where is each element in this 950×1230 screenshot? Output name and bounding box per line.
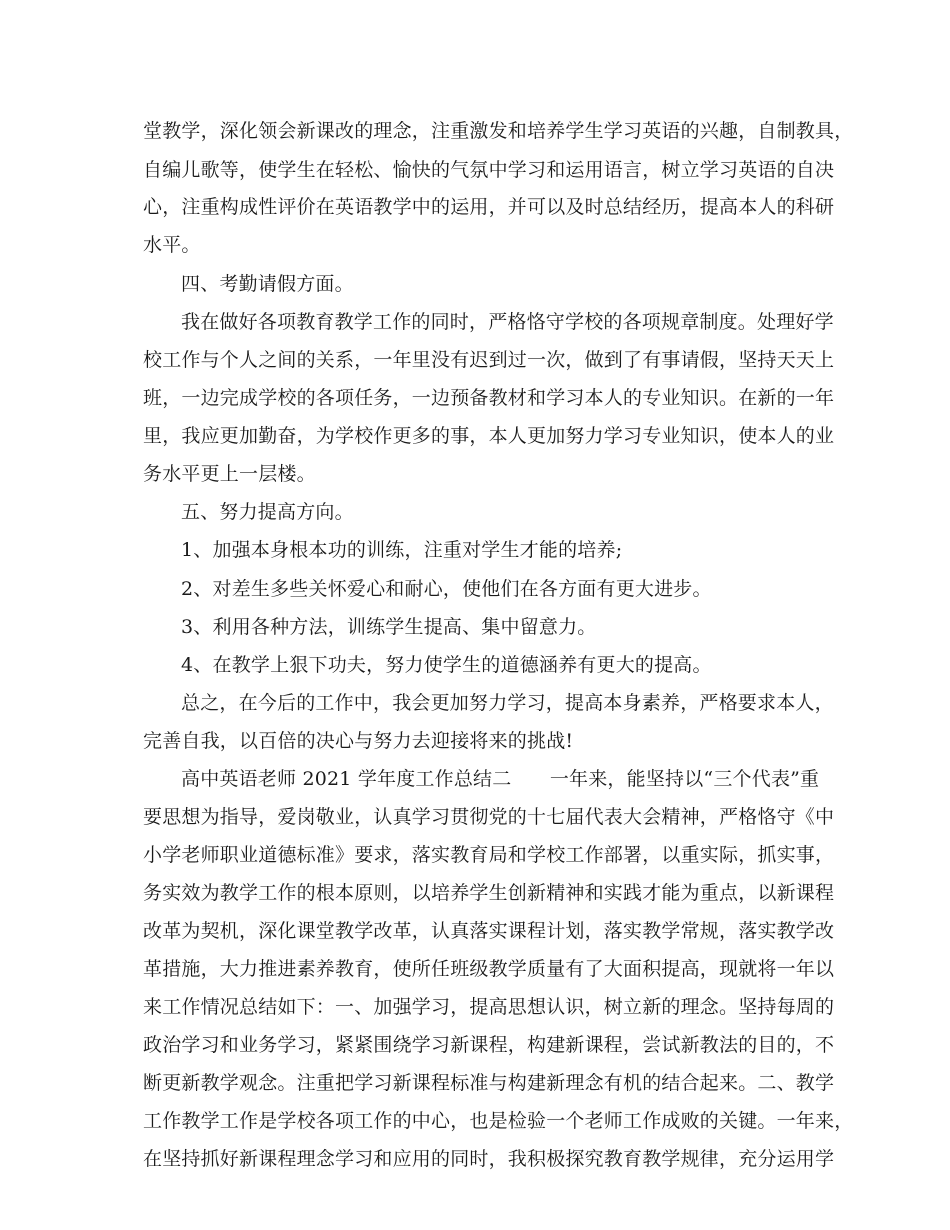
section-heading: 四、考勤请假方面。 bbox=[181, 273, 354, 295]
text-line: 心，注重构成性评价在英语教学中的运用，并可以及时总结经历，提高本人的科研 bbox=[143, 196, 835, 218]
text-line: 要思想为指导，爱岗敬业，认真学习贯彻党的十七届代表大会精神，严格恪守《中 bbox=[143, 806, 835, 828]
text-line: 来工作情况总结如下：一、加强学习，提高思想认识，树立新的理念。坚持每周的 bbox=[143, 996, 835, 1018]
list-item: 4、在教学上狠下功夫，努力使学生的道德涵养有更大的提高。 bbox=[181, 654, 712, 676]
text-line: 里，我应更加勤奋，为学校作更多的事，本人更加努力学习专业知识，使本人的业 bbox=[143, 425, 835, 447]
text-line: 自编儿歌等，使学生在轻松、愉快的气氛中学习和运用语言，树立学习英语的自决 bbox=[143, 159, 835, 181]
text-line: 校工作与个人之间的关系，一年里没有迟到过一次，做到了有事请假，坚持天天上 bbox=[143, 349, 835, 371]
text-line: 务水平更上一层楼。 bbox=[143, 463, 316, 485]
text-line: 断更新教学观念。注重把学习新课程标准与构建新理念有机的结合起来。二、教学 bbox=[143, 1072, 835, 1094]
text-line: 堂教学，深化领会新课改的理念，注重激发和培养学生学习英语的兴趣，自制教具， bbox=[143, 120, 854, 142]
text-line: 水平。 bbox=[143, 234, 201, 256]
text-line: 小学老师职业道德标准》要求，落实教育局和学校工作部署，以重实际，抓实事， bbox=[143, 844, 835, 866]
text-line: 工作教学工作是学校各项工作的中心，也是检验一个老师工作成败的关键。一年来， bbox=[143, 1110, 854, 1132]
section-heading: 五、努力提高方向。 bbox=[181, 501, 354, 523]
text-line: 我在做好各项教育教学工作的同时，严格恪守学校的各项规章制度。处理好学 bbox=[181, 311, 834, 333]
text-line: 革措施，大力推进素养教育，使所任班级教学质量有了大面积提高，现就将一年以 bbox=[143, 958, 835, 980]
list-item: 3、利用各种方法，训练学生提高、集中留意力。 bbox=[181, 616, 597, 638]
text-line: 务实效为教学工作的根本原则，以培养学生创新精神和实践才能为重点，以新课程 bbox=[143, 882, 835, 904]
text-line: 完善自我，以百倍的决心与努力去迎接将来的挑战! bbox=[143, 730, 574, 752]
text-line: 在坚持抓好新课程理念学习和应用的同时，我积极探究教育教学规律，充分运用学 bbox=[143, 1148, 835, 1170]
list-item: 2、对差生多些关怀爱心和耐心，使他们在各方面有更大进步。 bbox=[181, 578, 712, 600]
text-line: 政治学习和业务学习，紧紧围绕学习新课程，构建新课程，尝试新教法的目的，不 bbox=[143, 1034, 835, 1056]
text-line: 改革为契机，深化课堂教学改革，认真落实课程计划，落实教学常规，落实教学改 bbox=[143, 920, 835, 942]
list-item: 1、加强本身根本功的训练，注重对学生才能的培养; bbox=[181, 539, 623, 561]
text-line: 班，一边完成学校的各项任务，一边预备教材和学习本人的专业知识。在新的一年 bbox=[143, 387, 835, 409]
text-line: 高中英语老师 2021 学年度工作总结二 一年来，能坚持以“三个代表”重 bbox=[181, 768, 820, 790]
text-line: 总之，在今后的工作中，我会更加努力学习，提高本身素养，严格要求本人， bbox=[181, 692, 834, 714]
